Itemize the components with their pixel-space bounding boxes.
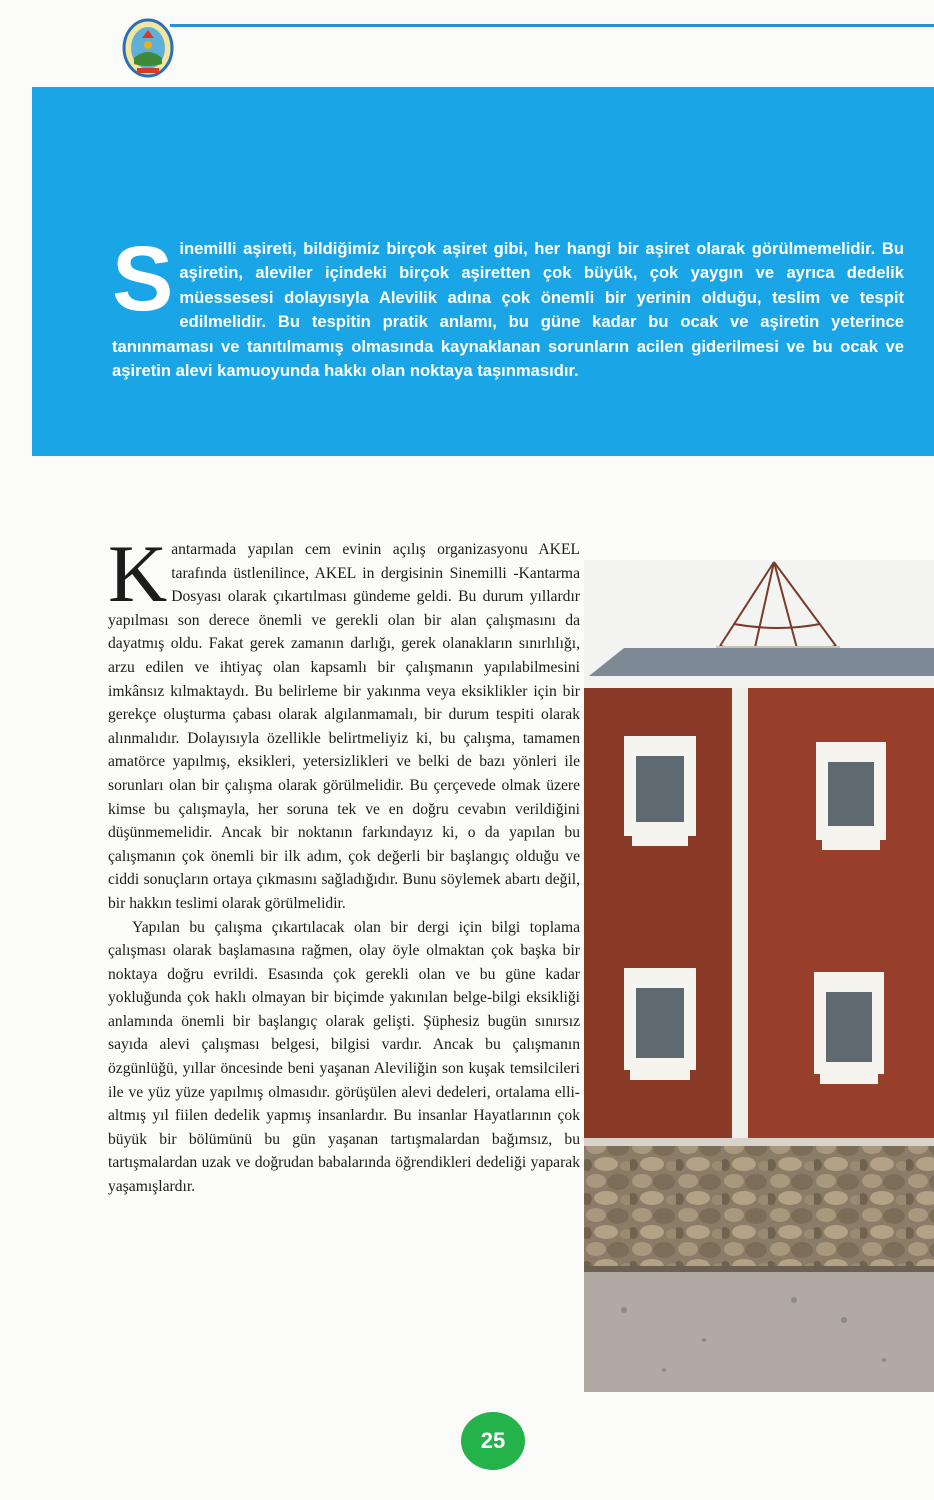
lead-paragraph [112, 228, 904, 383]
article-paragraph-2: Yapılan bu çalışma çıkartılacak olan bir dergi için bilgi toplama çalışması olarak başlamasına rağmen, olay öyle olmaktan çok başka bir noktaya doğru evrildi. Esasında çok gerekli olan ve bu güne kadar yokluğunda çok haklı olmayan bir biçimde yakınılan belge-bilgi eksikliği anlamında önemli bir başlangıç olarak gelişti. Şüphesiz bugün sınırsız sayıda alevi çalışması belgesi, bilgisi vardır. Ancak bu çalışmanın özgünlüğü, yıllar öncesinde beni yaşanan Aleviliğin son kuşak temsilcileri ile ve yüz yüze yapılmış olmasıdır. görüşülen alevi dedeleri, ortalama elli- altmış yıl fiilen dedelik yapmış insanlardır. Bu insanlar Hayatlarının çok büyük bir bölümünü bu gün yaşanan tartışmalardan bağımsız, bu tartışmalardan uzak ve doğrudan babalarında öğrendikleri dedeliği yaparak yaşamışlardır. [108, 918, 580, 1196]
header-rule [170, 24, 934, 27]
article-paragraph-1 [108, 528, 580, 916]
page-number: 25 [480, 1428, 506, 1453]
lead-drop-cap: S [112, 228, 174, 330]
building-photo [584, 560, 934, 1392]
article-paragraph-1-text: antarmada yapılan cem evinin açılış organizasyonu AKEL tarafında üstlenilince, AKEL in dergisinin Sinemilli -Kantarma Dosyası olarak çıkartılması gündeme geldi. Bu durum yıllardır yapılması son derece önemli ve gerekli olan bir alan çalışmasını da dayatmış oldu. Fakat gerek zamanın darlığı, gerek olanakların sınırlılığı, arzu edilen ve ihtiyaç olan kapsamlı bir çalışmanın yapılabilmesini imkânsız kılmaktaydı. Bu belirleme bir yakınma veya eksiklikler için bir gerekçe oluşturma çabası olarak algılanmamalı, bir durum tespiti olarak alınmalıdır. Dolayısıyla özellikle belirtmeliyiz ki, bu çalışma, tamamen amatörce yapılmış, eksikleri, yetersizlikleri ve belki de bazı yönleri ile sorunları olan bir çalışma olarak görülmelidir. Bu çerçevede olmak üzere kimse bu çalışmayla, her soruna tek ve en doğru cevabın verildiğini düşünmemelidir. Ancak bir noktanın farkındayız ki, o da yapılan bu çalışmanın çok önemli bir ilk adım, çok değerli bir başlangıç olduğu ve ciddi sonuçların ortaya çıkmasını sağladığıdır. Bunu söylemek abartı değil, bir hakkın teslimi olarak görülmelidir. [108, 541, 580, 912]
page-number-badge [461, 1412, 525, 1470]
article-body [108, 528, 580, 1199]
lead-text: inemilli aşireti, bildiğimiz birçok aşiret gibi, her hangi bir aşiret olarak görülmemelidir. Bu aşiretin, aleviler içindeki birçok aşiretten çok büyük, çok yaygın ve ayrıca dedelik müessesesi dolayısıyla Alevilik adına çok önemli bir yerinin olduğu, teslim ve tespit edilmelidir. Bu tespitin pratik anlamı, bu güne kadar bu ocak ve aşiretin yeterince tanınmaması ve tanıtılmamış olmasında kaynaklanan sorunların acilen giderilmesi ve bu ocak ve aşiretin alevi kamuoyunda hakkı olan noktaya taşınmasıdır. [112, 239, 904, 381]
article-drop-cap: K [108, 528, 168, 619]
emblem-logo [122, 18, 174, 78]
